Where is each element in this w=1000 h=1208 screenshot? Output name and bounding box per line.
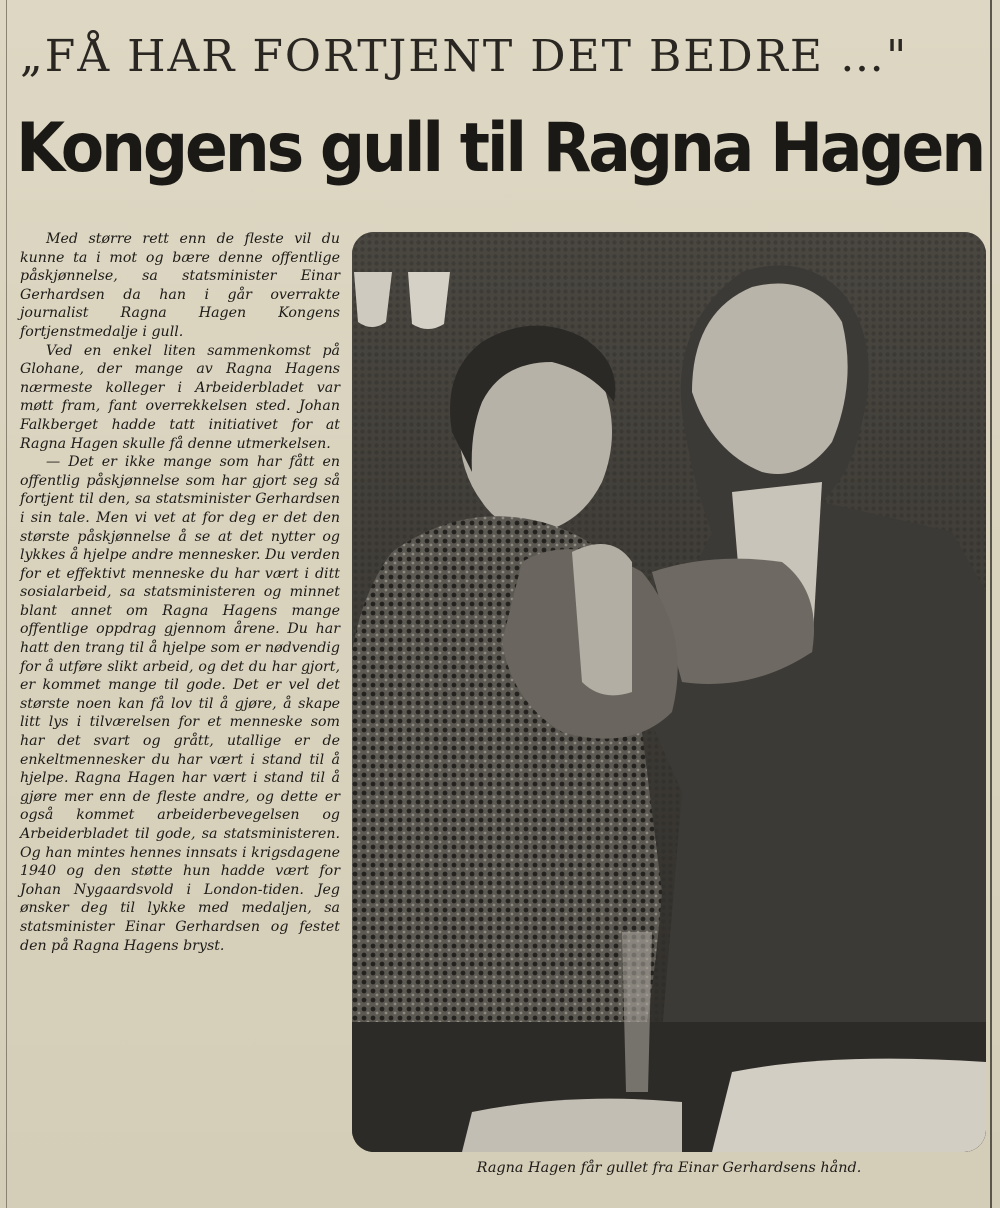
article-photo bbox=[352, 232, 986, 1152]
column-rule-left bbox=[6, 0, 7, 1208]
article-paragraph: Ved en enkel liten sammenkomst på Glohane, der mange av Ragna Hagens nærmeste kolleger i Arbeiderbladet var møtt fram, fant overrekkelsen sted. Johan Falkberget hadde tatt initiativet for at Ragna Hagen skulle få denne utmerkelsen. bbox=[20, 342, 340, 452]
column-rule-right bbox=[990, 0, 992, 1208]
kicker-headline: „FÅ HAR FORTJENT DET BEDRE …" bbox=[20, 31, 909, 82]
article-paragraph: Med større rett enn de fleste vil du kunne ta i mot og bære denne offentlige påskjønnelse, sa statsminister Einar Gerhardsen da han i går overrakte journalist Ragna Hagen Kongens fortjenstmedalje i gull. bbox=[20, 231, 340, 340]
article-body bbox=[20, 230, 340, 955]
main-headline: Kongens gull til Ragna Hagen bbox=[16, 109, 984, 188]
photo-caption: Ragna Hagen får gullet fra Einar Gerhardsens hånd. bbox=[476, 1160, 862, 1176]
photograph-icon bbox=[352, 232, 986, 1152]
article-paragraph: — Det er ikke mange som har fått en offentlig påskjønnelse som har gjort seg så fortjent til den, sa statsminister Gerhardsen i sin tale. Men vi vet at for deg er det den største påskjønnelse å se at det nytter og lykkes å hjelpe andre mennesker. Du verden for et effektivt menneske du har vært i ditt sosialarbeid, sa statsministeren og minnet blant annet om Ragna Hagens mange offentlige oppdrag gjennom årene. Du har hatt den trang til å hjelpe som er nødvendig for å utføre slikt arbeid, og det du har gjort, er kommet mange til gode. Det er vel det største noen kan få lov til å gjøre, å skape litt lys i tilværelsen for et menneske som har det svart og grått, utallige er de enkeltmennesker du har vært i stand til å hjelpe. Ragna Hagen har vært i stand til å gjøre mer enn de fleste andre, og dette er også kommet arbeiderbevegelsen og Arbeiderbladet til gode, sa statsministeren. Og han mintes hennes innsats i krigsdagene 1940 og den støtte hun hadde vært for Johan Nygaardsvold i London-tiden. Jeg ønsker deg til lykke med medaljen, sa statsminister Einar Gerhardsen og festet den på Ragna Hagens bryst. bbox=[20, 454, 340, 954]
